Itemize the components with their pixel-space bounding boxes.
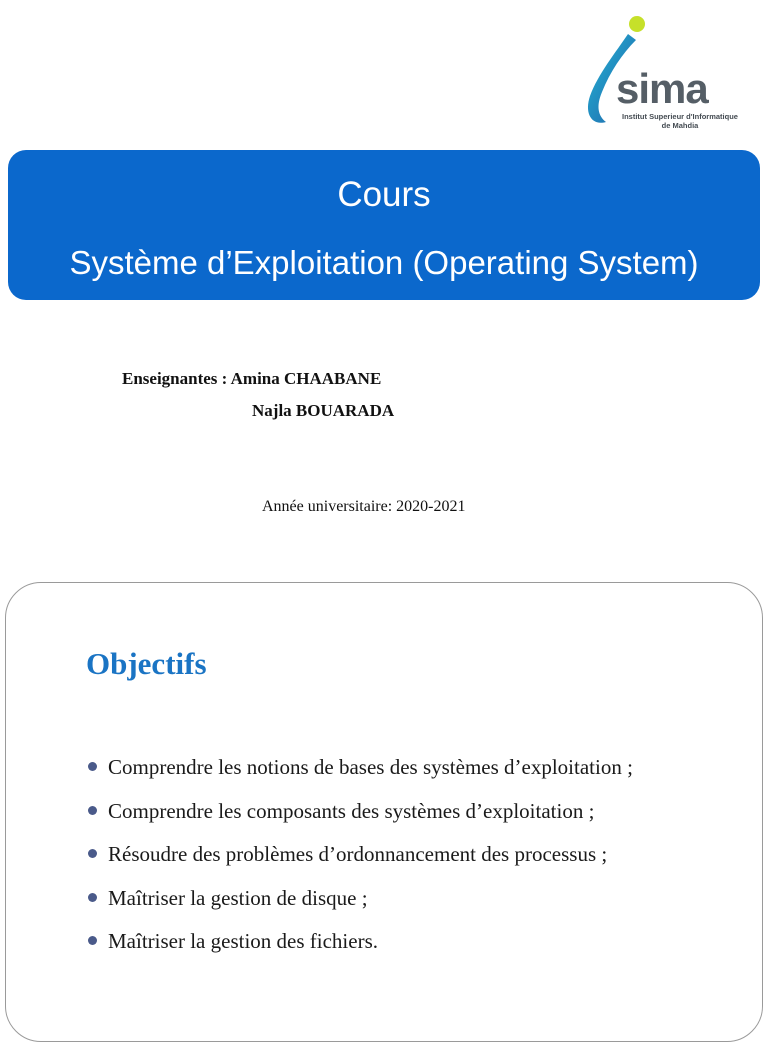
academic-year-value: 2020-2021	[396, 498, 466, 515]
objective-text: Comprendre les composants des systèmes d’exploitation ;	[108, 798, 595, 823]
bullet-icon	[88, 849, 97, 858]
teachers-label: Enseignantes :	[122, 369, 228, 388]
objectives-slide	[5, 582, 763, 1042]
course-title-line1: Cours	[337, 175, 431, 214]
course-title-banner	[8, 150, 760, 300]
logo-dot	[629, 16, 645, 32]
objective-item	[86, 753, 633, 781]
academic-year	[262, 496, 466, 518]
logo-subtitle: Institut Superieur d'Informatique de Mahdia	[622, 112, 738, 130]
bullet-icon	[88, 762, 97, 771]
isima-logo	[576, 12, 746, 140]
bullet-icon	[88, 806, 97, 815]
objective-item	[86, 797, 633, 825]
objectives-list	[86, 753, 633, 971]
objective-text: Comprendre les notions de bases des systèmes d’exploitation ;	[108, 755, 633, 779]
objective-item	[86, 840, 633, 868]
teacher-name-2: Najla BOUARADA	[252, 401, 395, 420]
course-title-line2: Système d’Exploitation (Operating System)	[69, 244, 699, 281]
logo-wordmark: sima	[616, 65, 708, 112]
teacher-name-1: Amina CHAABANE	[230, 369, 382, 388]
objective-text: Maîtriser la gestion de disque ;	[108, 885, 368, 910]
objective-item	[86, 884, 633, 912]
teachers-line	[122, 368, 381, 390]
objective-item	[86, 927, 633, 955]
objective-text: Maîtriser la gestion des fichiers.	[108, 929, 379, 953]
academic-year-label: Année universitaire:	[262, 498, 393, 515]
objectives-title: Objectifs	[86, 646, 207, 681]
objective-text: Résoudre des problèmes d’ordonnancement des processus ;	[108, 842, 608, 866]
bullet-icon	[88, 936, 97, 945]
bullet-icon	[88, 893, 97, 902]
